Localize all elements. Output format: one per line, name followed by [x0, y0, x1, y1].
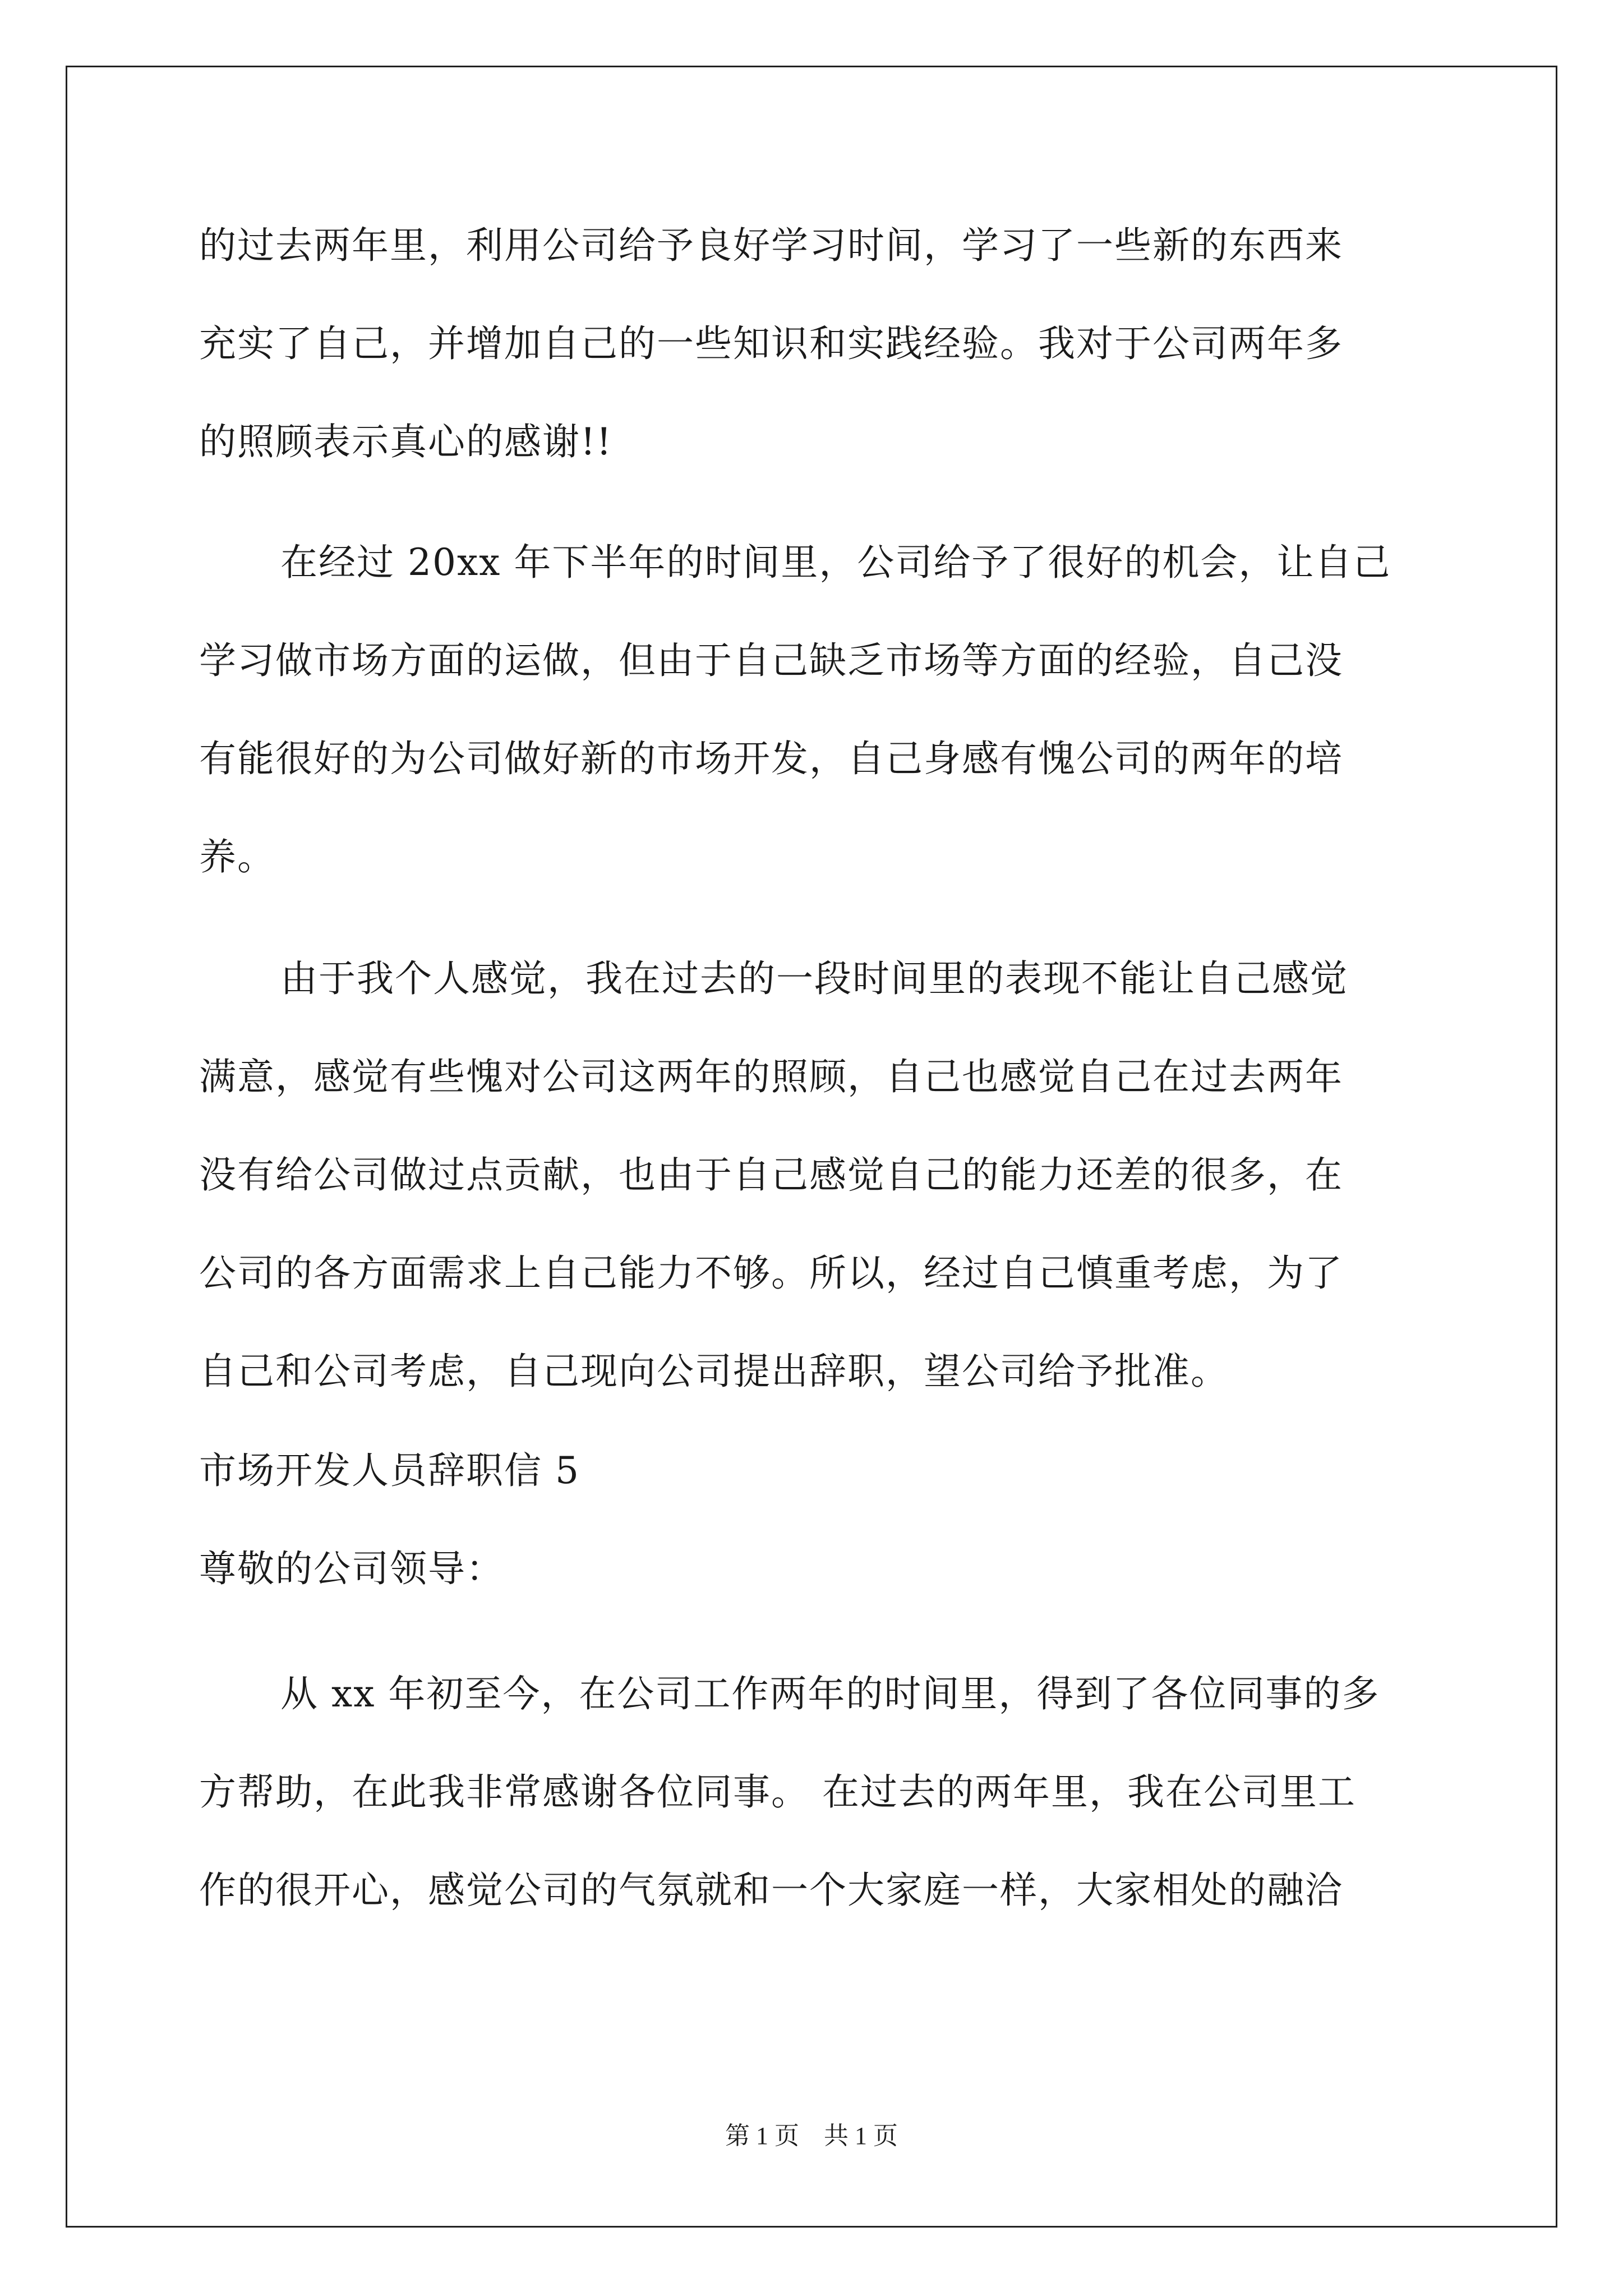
page-footer: 第 1 页 共 1 页 [725, 2122, 898, 2150]
body-line-7: 养。 [199, 835, 275, 878]
body-line-6: 有能很好的为公司做好新的市场开发，自己身感有愧公司的两年的培 [199, 737, 1343, 780]
body-line-3: 的照顾表示真心的感谢!! [199, 420, 613, 463]
body-line-9: 满意，感觉有些愧对公司这两年的照顾，自己也感觉自己在过去两年 [199, 1055, 1343, 1098]
body-line-14: 方帮助，在此我非常感谢各位同事。 在过去的两年里，我在公司里工 [199, 1770, 1356, 1814]
body-line-1: 的过去两年里，利用公司给予良好学习时间，学习了一些新的东西来 [199, 224, 1343, 267]
body-line-15: 作的很开心，感觉公司的气氛就和一个大家庭一样，大家相处的融洽 [199, 1869, 1343, 1912]
body-line-10: 没有给公司做过点贡献，也由于自己感觉自己的能力还差的很多，在 [199, 1153, 1343, 1197]
salutation: 尊敬的公司领导： [199, 1547, 504, 1590]
body-line-2: 充实了自己，并增加自己的一些知识和实践经验。我对于公司两年多 [199, 322, 1343, 365]
body-line-5: 学习做市场方面的运做，但由于自己缺乏市场等方面的经验，自己没 [199, 639, 1343, 682]
body-line-11: 公司的各方面需求上自己能力不够。所以，经过自己慎重考虑，为了 [199, 1251, 1343, 1295]
section-heading: 市场开发人员辞职信 5 [199, 1449, 580, 1492]
body-line-12: 自己和公司考虑，自己现向公司提出辞职，望公司给予批准。 [199, 1350, 1229, 1393]
body-line-13: 从 xx 年初至今，在公司工作两年的时间里，得到了各位同事的多 [280, 1672, 1380, 1715]
body-line-4: 在经过 20xx 年下半年的时间里，公司给予了很好的机会，让自己 [280, 541, 1391, 584]
body-line-8: 由于我个人感觉，我在过去的一段时间里的表现不能让自己感觉 [280, 957, 1348, 1000]
